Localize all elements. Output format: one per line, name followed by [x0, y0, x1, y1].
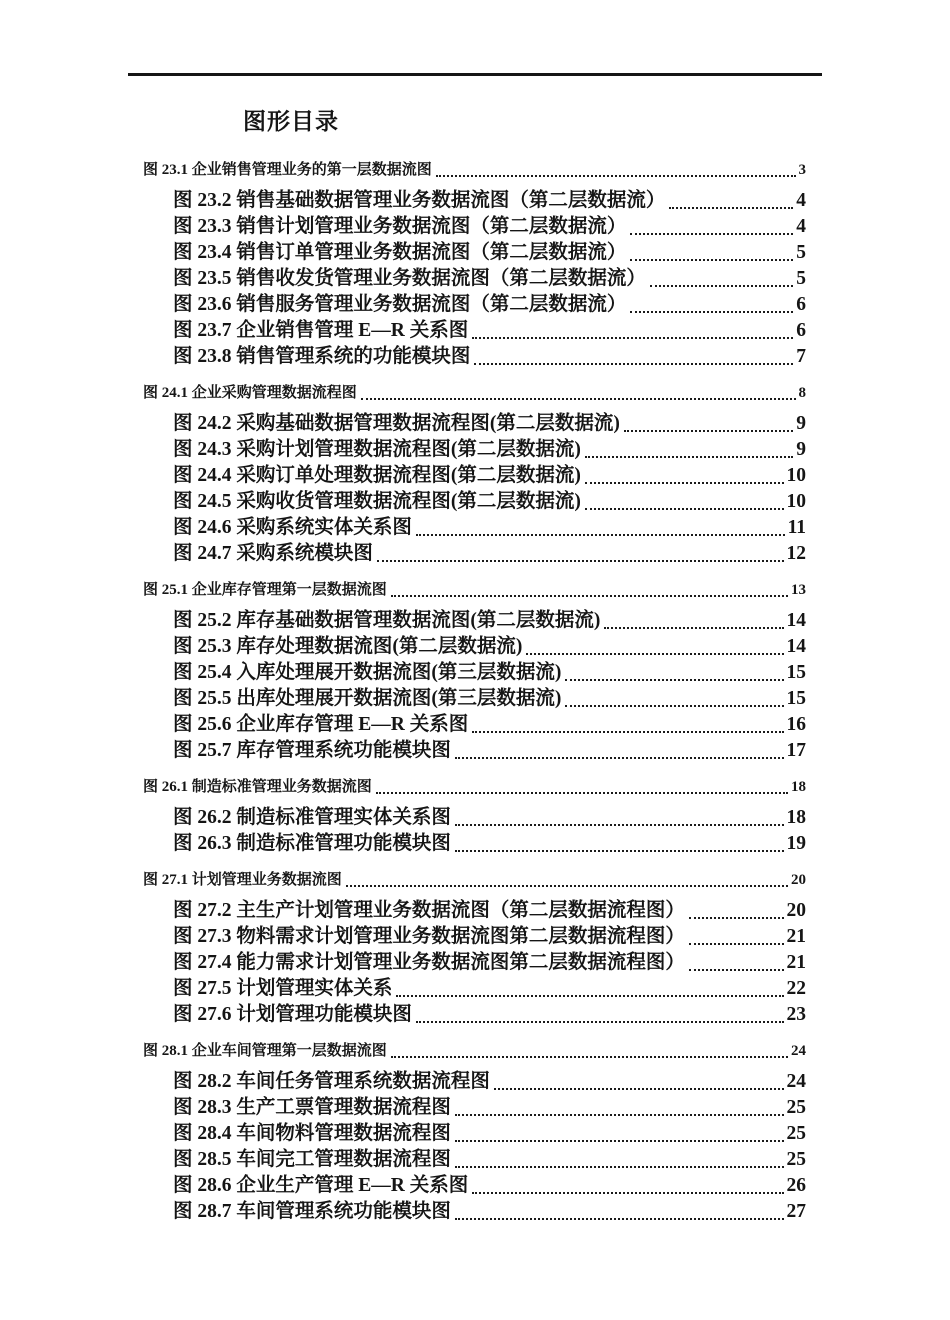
toc-entry-label: 图 24.4 采购订单处理数据流程图(第二层数据流) — [173, 465, 581, 486]
toc-entry-page-number: 17 — [786, 740, 806, 761]
dotted-leader — [565, 679, 783, 681]
dotted-leader — [630, 233, 793, 235]
toc-entry-label: 图 25.5 出库处理展开数据流图(第三层数据流) — [173, 688, 562, 709]
toc-entry-label: 图 23.3 销售计划管理业务数据流图（第二层数据流） — [173, 216, 627, 237]
toc-entry-label: 图 24.6 采购系统实体关系图 — [173, 517, 412, 538]
dotted-leader — [391, 595, 788, 597]
toc-entry — [173, 188, 806, 214]
dotted-leader — [650, 285, 793, 287]
toc-entry-label: 图 26.2 制造标准管理实体关系图 — [173, 807, 451, 828]
dotted-leader — [455, 850, 784, 852]
toc-entry-label: 图 23.4 销售订单管理业务数据流图（第二层数据流） — [173, 242, 627, 263]
toc-entry-page-number: 8 — [798, 385, 806, 401]
toc-entry-page-number: 14 — [786, 636, 806, 657]
toc-entry-page-number: 14 — [786, 610, 806, 631]
toc-entry — [173, 950, 806, 976]
toc-entry-page-number: 9 — [796, 413, 806, 434]
toc-entry — [173, 266, 806, 292]
dotted-leader — [346, 885, 788, 887]
dotted-leader — [455, 1114, 784, 1116]
toc-entry-label: 图 28.6 企业生产管理 E—R 关系图 — [173, 1175, 469, 1196]
toc-entry — [173, 976, 806, 1002]
toc-entry-page-number: 20 — [791, 872, 806, 888]
toc-entry-label: 图 24.2 采购基础数据管理数据流程图(第二层数据流) — [173, 413, 620, 434]
toc-entry-label: 图 24.7 采购系统模块图 — [173, 543, 373, 564]
toc-entry-page-number: 5 — [796, 242, 806, 263]
toc-entry — [173, 1147, 806, 1173]
toc-entry-page-number: 15 — [786, 688, 806, 709]
toc-entry — [173, 318, 806, 344]
toc-entry — [173, 411, 806, 437]
dotted-leader — [689, 943, 784, 945]
toc-entry — [173, 1095, 806, 1121]
toc-entry-label: 图 25.2 库存基础数据管理数据流图(第二层数据流) — [173, 610, 601, 631]
toc-entry-page-number: 5 — [796, 268, 806, 289]
toc-entry-label: 图 27.1 计划管理业务数据流图 — [143, 872, 342, 888]
toc-entry-page-number: 9 — [796, 439, 806, 460]
toc-entry — [173, 738, 806, 764]
toc-entry — [173, 489, 806, 515]
toc-entry-label: 图 25.7 库存管理系统功能模块图 — [173, 740, 451, 761]
dotted-leader — [474, 363, 793, 365]
toc-entry-page-number: 6 — [796, 294, 806, 315]
dotted-leader — [630, 311, 793, 313]
dotted-leader — [455, 824, 784, 826]
toc-entry-label: 图 27.6 计划管理功能模块图 — [173, 1004, 412, 1025]
dotted-leader — [585, 508, 784, 510]
toc-entry-page-number: 11 — [787, 517, 806, 538]
toc-entry-label: 图 24.1 企业采购管理数据流程图 — [143, 385, 357, 401]
toc-entry — [173, 924, 806, 950]
toc-entry-label: 图 27.4 能力需求计划管理业务数据流图第二层数据流程图） — [173, 952, 685, 973]
toc-entry — [173, 608, 806, 634]
dotted-leader — [630, 259, 793, 261]
toc-title: 图形目录 — [243, 109, 339, 134]
dotted-leader — [585, 456, 793, 458]
toc-entry — [173, 515, 806, 541]
dotted-leader — [565, 705, 783, 707]
toc-entry-label: 图 23.5 销售收发货管理业务数据流图（第二层数据流） — [173, 268, 646, 289]
dotted-leader — [455, 757, 784, 759]
toc-entry-label: 图 28.5 车间完工管理数据流程图 — [173, 1149, 451, 1170]
dotted-leader — [472, 731, 783, 733]
toc-entry — [173, 634, 806, 660]
toc-entry — [173, 240, 806, 266]
dotted-leader — [455, 1140, 784, 1142]
dotted-leader — [455, 1166, 784, 1168]
toc-entry-page-number: 4 — [796, 216, 806, 237]
toc-entry-page-number: 27 — [786, 1201, 806, 1222]
toc-entry-page-number: 18 — [786, 807, 806, 828]
toc-entry — [173, 660, 806, 686]
toc-entry-label: 图 25.6 企业库存管理 E—R 关系图 — [173, 714, 469, 735]
toc-entry-label: 图 23.1 企业销售管理业务的第一层数据流图 — [143, 162, 432, 178]
toc-entry-label: 图 28.3 生产工票管理数据流程图 — [173, 1097, 451, 1118]
toc-entry — [173, 686, 806, 712]
toc-entry-label: 图 23.7 企业销售管理 E—R 关系图 — [173, 320, 469, 341]
toc-entry-label: 图 24.3 采购计划管理数据流程图(第二层数据流) — [173, 439, 581, 460]
dotted-leader — [526, 653, 783, 655]
toc-entry-page-number: 3 — [798, 162, 806, 178]
toc-entry-label: 图 28.7 车间管理系统功能模块图 — [173, 1201, 451, 1222]
toc-entry-label: 图 26.3 制造标准管理功能模块图 — [173, 833, 451, 854]
toc-entry-page-number: 12 — [786, 543, 806, 564]
toc-entry — [173, 463, 806, 489]
toc-entry-page-number: 10 — [786, 465, 806, 486]
dotted-leader — [494, 1088, 784, 1090]
toc-entry-page-number: 21 — [786, 952, 806, 973]
toc-entry-label: 图 23.8 销售管理系统的功能模块图 — [173, 346, 471, 367]
toc-entry-page-number: 4 — [796, 190, 806, 211]
toc-entry-label: 图 28.4 车间物料管理数据流程图 — [173, 1123, 451, 1144]
toc-entry-page-number: 25 — [786, 1149, 806, 1170]
dotted-leader — [416, 1021, 784, 1023]
toc-entry-page-number: 15 — [786, 662, 806, 683]
toc-entry — [173, 437, 806, 463]
toc-entry-page-number: 7 — [796, 346, 806, 367]
toc-entry — [143, 1041, 806, 1061]
figure-toc — [130, 147, 806, 1225]
toc-entry — [143, 580, 806, 600]
toc-entry — [143, 870, 806, 890]
dotted-leader — [472, 337, 793, 339]
toc-entry — [173, 1121, 806, 1147]
toc-entry-page-number: 25 — [786, 1097, 806, 1118]
toc-entry-label: 图 27.3 物料需求计划管理业务数据流图第二层数据流程图） — [173, 926, 685, 947]
toc-entry-page-number: 6 — [796, 320, 806, 341]
toc-entry — [173, 712, 806, 738]
dotted-leader — [436, 175, 796, 177]
header-rule — [128, 73, 822, 76]
toc-entry-label: 图 25.3 库存处理数据流图(第二层数据流) — [173, 636, 523, 657]
toc-entry — [173, 1002, 806, 1028]
toc-entry — [173, 214, 806, 240]
toc-entry-label: 图 27.5 计划管理实体关系 — [173, 978, 393, 999]
toc-entry-label: 图 27.2 主生产计划管理业务数据流图（第二层数据流程图） — [173, 900, 685, 921]
dotted-leader — [391, 1056, 788, 1058]
toc-entry — [173, 805, 806, 831]
dotted-leader — [689, 917, 784, 919]
toc-entry-page-number: 23 — [786, 1004, 806, 1025]
toc-entry-page-number: 20 — [786, 900, 806, 921]
toc-entry — [143, 777, 806, 797]
toc-entry-page-number: 21 — [786, 926, 806, 947]
dotted-leader — [472, 1192, 783, 1194]
toc-entry — [173, 831, 806, 857]
toc-entry-page-number: 25 — [786, 1123, 806, 1144]
toc-entry-label: 图 25.1 企业库存管理第一层数据流图 — [143, 582, 387, 598]
dotted-leader — [604, 627, 783, 629]
toc-entry-page-number: 22 — [786, 978, 806, 999]
dotted-leader — [361, 398, 796, 400]
toc-entry-page-number: 24 — [786, 1071, 806, 1092]
dotted-leader — [416, 534, 785, 536]
toc-entry — [173, 344, 806, 370]
toc-entry — [173, 898, 806, 924]
toc-entry — [173, 1199, 806, 1225]
dotted-leader — [585, 482, 784, 484]
toc-entry-label: 图 26.1 制造标准管理业务数据流图 — [143, 779, 372, 795]
dotted-leader — [624, 430, 793, 432]
toc-entry-label: 图 23.6 销售服务管理业务数据流图（第二层数据流） — [173, 294, 627, 315]
toc-entry-page-number: 26 — [786, 1175, 806, 1196]
toc-entry-label: 图 28.1 企业车间管理第一层数据流图 — [143, 1043, 387, 1059]
dotted-leader — [669, 207, 793, 209]
toc-entry-page-number: 24 — [791, 1043, 806, 1059]
toc-entry — [173, 1069, 806, 1095]
toc-entry — [173, 1173, 806, 1199]
toc-entry — [173, 292, 806, 318]
toc-entry-label: 图 24.5 采购收货管理数据流程图(第二层数据流) — [173, 491, 581, 512]
toc-entry-page-number: 19 — [786, 833, 806, 854]
toc-entry-page-number: 18 — [791, 779, 806, 795]
toc-entry-label: 图 28.2 车间任务管理系统数据流程图 — [173, 1071, 490, 1092]
toc-entry-label: 图 25.4 入库处理展开数据流图(第三层数据流) — [173, 662, 562, 683]
dotted-leader — [376, 792, 788, 794]
toc-entry — [143, 383, 806, 403]
dotted-leader — [377, 560, 784, 562]
dotted-leader — [396, 995, 783, 997]
toc-entry — [173, 541, 806, 567]
dotted-leader — [689, 969, 784, 971]
toc-entry-page-number: 13 — [791, 582, 806, 598]
toc-entry — [143, 160, 806, 180]
dotted-leader — [455, 1218, 784, 1220]
toc-entry-label: 图 23.2 销售基础数据管理业务数据流图（第二层数据流） — [173, 190, 666, 211]
toc-entry-page-number: 16 — [786, 714, 806, 735]
toc-entry-page-number: 10 — [786, 491, 806, 512]
